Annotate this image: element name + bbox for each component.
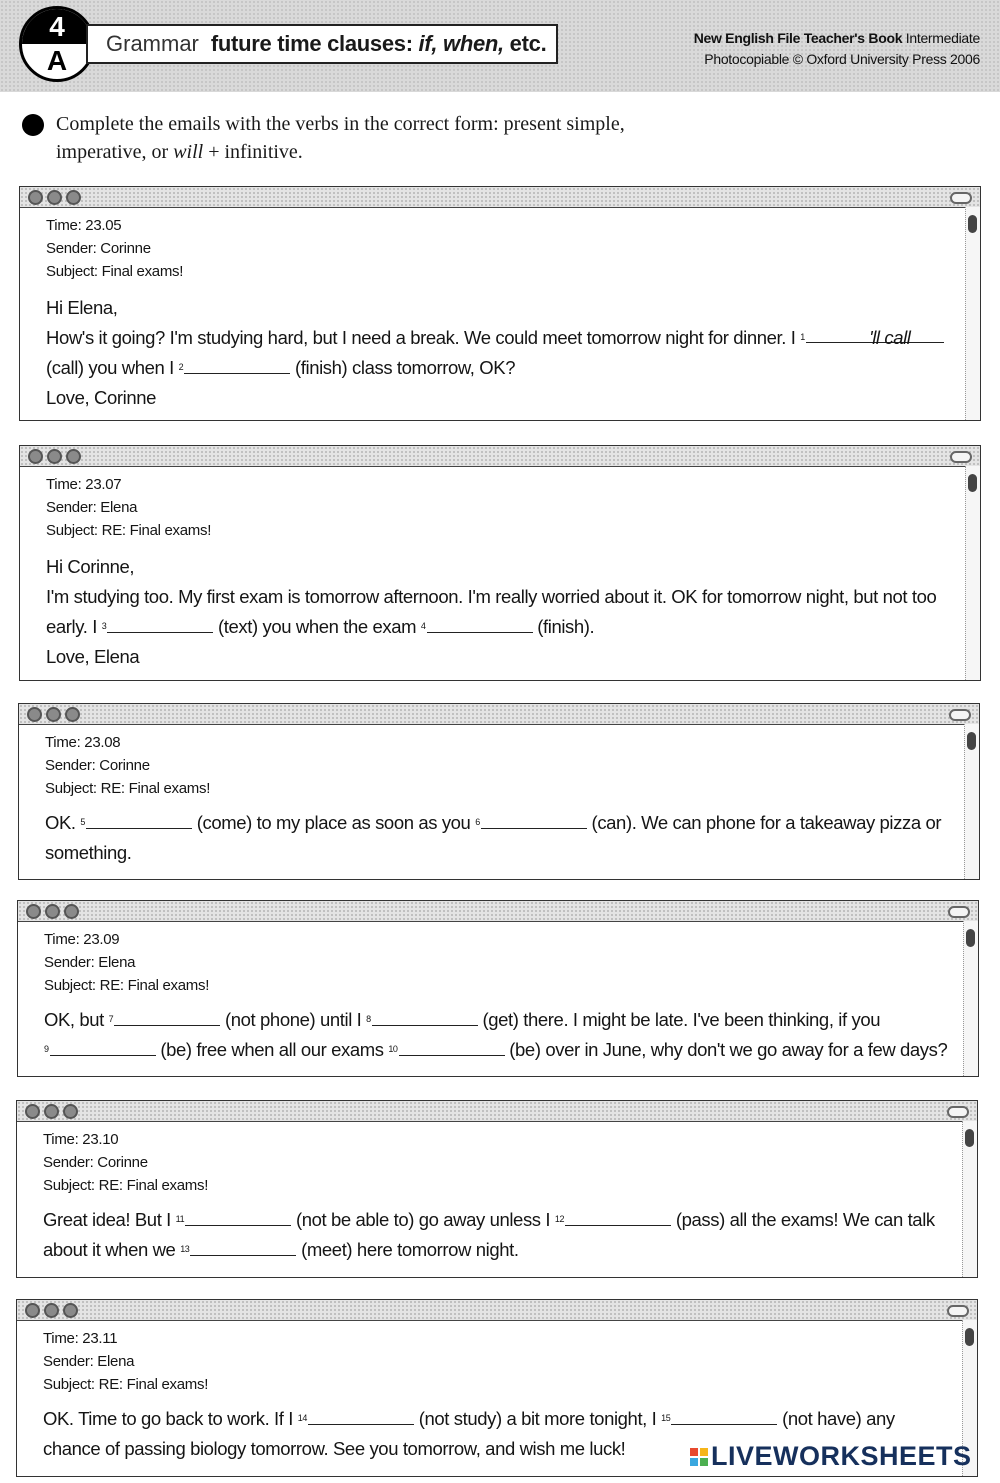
email-text: (meet) here tomorrow night. [296, 1239, 519, 1260]
gap-number: 9 [44, 1044, 49, 1054]
email-sender: Sender: Elena [43, 1353, 135, 1370]
gap-11-blank[interactable] [185, 1206, 291, 1226]
email-text: Great idea! But I [43, 1209, 176, 1230]
email-message [45, 808, 949, 868]
window-dot-icon[interactable] [25, 1303, 40, 1318]
gap-number: 6 [475, 817, 480, 827]
scroll-thumb[interactable] [968, 215, 977, 233]
scroll-thumb[interactable] [965, 1328, 974, 1346]
email-text: OK, but [44, 1009, 109, 1030]
window-dot-icon[interactable] [47, 449, 62, 464]
scrollbar[interactable] [964, 724, 979, 879]
book-level: Intermediate [902, 30, 980, 46]
instructions-text: imperative, or [56, 141, 174, 163]
window-titlebar [18, 901, 978, 922]
watermark-text: LIVEWORKSHEETS [711, 1441, 972, 1471]
email-subject: Subject: RE: Final exams! [46, 522, 212, 539]
liveworksheets-watermark [690, 1441, 972, 1472]
gap-9-blank[interactable] [50, 1036, 156, 1056]
email-time: Time: 23.11 [43, 1330, 118, 1347]
gap-2-blank[interactable] [184, 354, 290, 374]
bullet-icon [22, 114, 44, 136]
gap-8-blank[interactable] [372, 1006, 478, 1026]
instructions-line-2 [56, 138, 756, 166]
email-body [18, 922, 978, 1073]
email-greeting: Hi Elena, [46, 297, 118, 318]
window-dot-icon[interactable] [44, 1303, 59, 1318]
gap-6-blank[interactable] [481, 809, 587, 829]
email-message [44, 1005, 948, 1065]
window-controls [28, 190, 81, 205]
gap-3-blank[interactable] [107, 613, 213, 633]
email-time: Time: 23.09 [44, 931, 120, 948]
unit-number: 4 [22, 9, 92, 44]
scrollbar[interactable] [962, 1121, 977, 1277]
email-signoff: Love, Elena [46, 646, 140, 667]
email-message [46, 323, 950, 383]
scrollbar[interactable] [965, 466, 980, 680]
email-greeting: Hi Corinne, [46, 556, 135, 577]
email-subject: Subject: RE: Final exams! [43, 1177, 209, 1194]
email-text: (get) there. I might be late. I've been thinking, if you [477, 1009, 881, 1030]
email-sender: Sender: Elena [44, 954, 136, 971]
toolbar-toggle-icon[interactable] [950, 192, 972, 204]
topic-italic: if, when, [418, 31, 504, 56]
email-subject: Subject: Final exams! [46, 263, 184, 280]
gap-number: 8 [366, 1014, 371, 1024]
gap-4-blank[interactable] [427, 613, 533, 633]
email-sender: Sender: Corinne [45, 757, 150, 774]
scroll-thumb[interactable] [968, 474, 977, 492]
gap-number: 14 [297, 1413, 307, 1423]
email-text: (come) to my place as soon as you [192, 812, 476, 833]
gap-number: 13 [180, 1244, 190, 1254]
window-titlebar [19, 704, 979, 725]
gap-number: 4 [420, 621, 426, 631]
window-dot-icon[interactable] [64, 904, 79, 919]
email-text: (finish). [532, 616, 595, 637]
email-message [43, 1205, 947, 1265]
gap-number: 12 [554, 1214, 565, 1224]
gap-12-blank[interactable] [565, 1206, 671, 1226]
window-dot-icon[interactable] [28, 190, 43, 205]
email-text: (not have) any chance of passing biology tomorrow. See you tomorrow, and wish me luck! [43, 1408, 895, 1459]
book-title: New English File Teacher's Book [693, 30, 903, 46]
email-text: OK. Time to go back to work. If I [43, 1408, 298, 1429]
email-text: (call) you when I [46, 357, 179, 378]
email-window-2 [19, 445, 981, 681]
email-subject: Subject: RE: Final exams! [44, 977, 210, 994]
gap-number: 7 [108, 1014, 114, 1024]
window-controls [25, 1303, 78, 1318]
email-body [20, 208, 980, 421]
window-dot-icon[interactable] [63, 1104, 78, 1119]
book-credits [694, 28, 980, 70]
email-time: Time: 23.08 [45, 734, 121, 751]
email-window-5 [16, 1100, 978, 1278]
window-dot-icon[interactable] [46, 707, 61, 722]
window-dot-icon[interactable] [66, 190, 81, 205]
email-text: (be) free when all our exams [155, 1039, 389, 1060]
lesson-title [86, 24, 558, 64]
window-controls [28, 449, 81, 464]
scrollbar[interactable] [963, 921, 978, 1076]
window-controls [27, 707, 80, 722]
email-text: (can). We can phone for a takeaway pizza or something. [45, 812, 942, 863]
page-header [0, 0, 1000, 92]
email-text: OK. [45, 812, 81, 833]
toolbar-toggle-icon[interactable] [950, 451, 972, 463]
instructions [56, 110, 756, 166]
gap-7-blank[interactable] [114, 1006, 220, 1026]
window-controls [25, 1104, 78, 1119]
window-titlebar [17, 1300, 977, 1321]
scroll-thumb[interactable] [966, 929, 975, 947]
gap-number: 3 [101, 621, 107, 631]
email-body [17, 1122, 977, 1273]
email-subject: Subject: RE: Final exams! [45, 780, 211, 797]
email-signoff: Love, Corinne [46, 387, 156, 408]
email-message [46, 582, 950, 642]
window-dot-icon[interactable] [28, 449, 43, 464]
topic-end: etc. [503, 31, 547, 56]
email-time: Time: 23.10 [43, 1131, 119, 1148]
email-text: How's it going? I'm studying hard, but I need a break. We could meet tomorrow night for dinner. I [46, 327, 801, 348]
email-window-1 [19, 186, 981, 421]
window-dot-icon[interactable] [27, 707, 42, 722]
email-text: (not phone) until I [220, 1009, 367, 1030]
email-window-4 [17, 900, 979, 1077]
section-label: Grammar [106, 31, 199, 56]
email-subject: Subject: RE: Final exams! [43, 1376, 209, 1393]
unit-badge [19, 6, 95, 82]
window-dot-icon[interactable] [44, 1104, 59, 1119]
window-dot-icon[interactable] [26, 904, 41, 919]
toolbar-toggle-icon[interactable] [947, 1305, 969, 1317]
toolbar-toggle-icon[interactable] [949, 709, 971, 721]
email-time: Time: 23.07 [46, 476, 122, 493]
gap-13-blank[interactable] [190, 1236, 296, 1256]
copyright: Photocopiable © Oxford University Press 2006 [704, 51, 980, 67]
instructions-line-1: Complete the emails with the verbs in the correct form: present simple, [56, 113, 625, 135]
scroll-thumb[interactable] [965, 1129, 974, 1147]
scrollbar[interactable] [965, 207, 980, 420]
email-body [20, 467, 980, 680]
window-dot-icon[interactable] [25, 1104, 40, 1119]
topic-title [211, 31, 547, 57]
gap-1-answer[interactable]: 'll call [806, 323, 944, 343]
window-dot-icon[interactable] [47, 190, 62, 205]
email-text: (not be able to) go away unless I [291, 1209, 555, 1230]
window-titlebar [20, 446, 980, 467]
window-dot-icon[interactable] [65, 707, 80, 722]
gap-14-blank[interactable] [308, 1405, 414, 1425]
gap-number: 15 [661, 1413, 671, 1423]
unit-letter: A [46, 45, 68, 76]
email-time: Time: 23.05 [46, 217, 122, 234]
instructions-end: + infinitive. [203, 141, 303, 163]
email-text: (text) you when the exam [213, 616, 421, 637]
email-text: (finish) class tomorrow, OK? [290, 357, 516, 378]
email-body [19, 725, 979, 876]
toolbar-toggle-icon[interactable] [948, 906, 970, 918]
email-sender: Sender: Elena [46, 499, 138, 516]
toolbar-toggle-icon[interactable] [947, 1106, 969, 1118]
gap-number: 11 [175, 1214, 185, 1224]
email-text: (pass) all the exams! We can talk about it when we [43, 1209, 935, 1260]
email-window-3 [18, 703, 980, 880]
book-line [694, 28, 980, 49]
gap-15-blank[interactable] [671, 1405, 777, 1425]
email-sender: Sender: Corinne [46, 240, 151, 257]
gap-number: 10 [388, 1044, 398, 1054]
liveworksheets-logo-icon [690, 1448, 708, 1466]
window-dot-icon[interactable] [66, 449, 81, 464]
gap-10-blank[interactable] [399, 1036, 505, 1056]
email-text: I'm studying too. My first exam is tomorrow afternoon. I'm really worried about it. OK for tomorrow night, but not too early. I [46, 586, 937, 637]
window-controls [26, 904, 79, 919]
scroll-thumb[interactable] [967, 732, 976, 750]
gap-5-blank[interactable] [86, 809, 192, 829]
email-sender: Sender: Corinne [43, 1154, 148, 1171]
topic-plain: future time clauses: [210, 31, 419, 56]
window-titlebar [17, 1101, 977, 1122]
gap-number: 1 [800, 332, 805, 342]
email-text: (be) over in June, why don't we go away for a few days? [504, 1039, 948, 1060]
gap-number: 2 [178, 362, 184, 372]
window-titlebar [20, 187, 980, 208]
instructions-italic: will [173, 141, 204, 163]
gap-number: 5 [80, 817, 86, 827]
email-text: (not study) a bit more tonight, I [413, 1408, 662, 1429]
window-dot-icon[interactable] [63, 1303, 78, 1318]
window-dot-icon[interactable] [45, 904, 60, 919]
